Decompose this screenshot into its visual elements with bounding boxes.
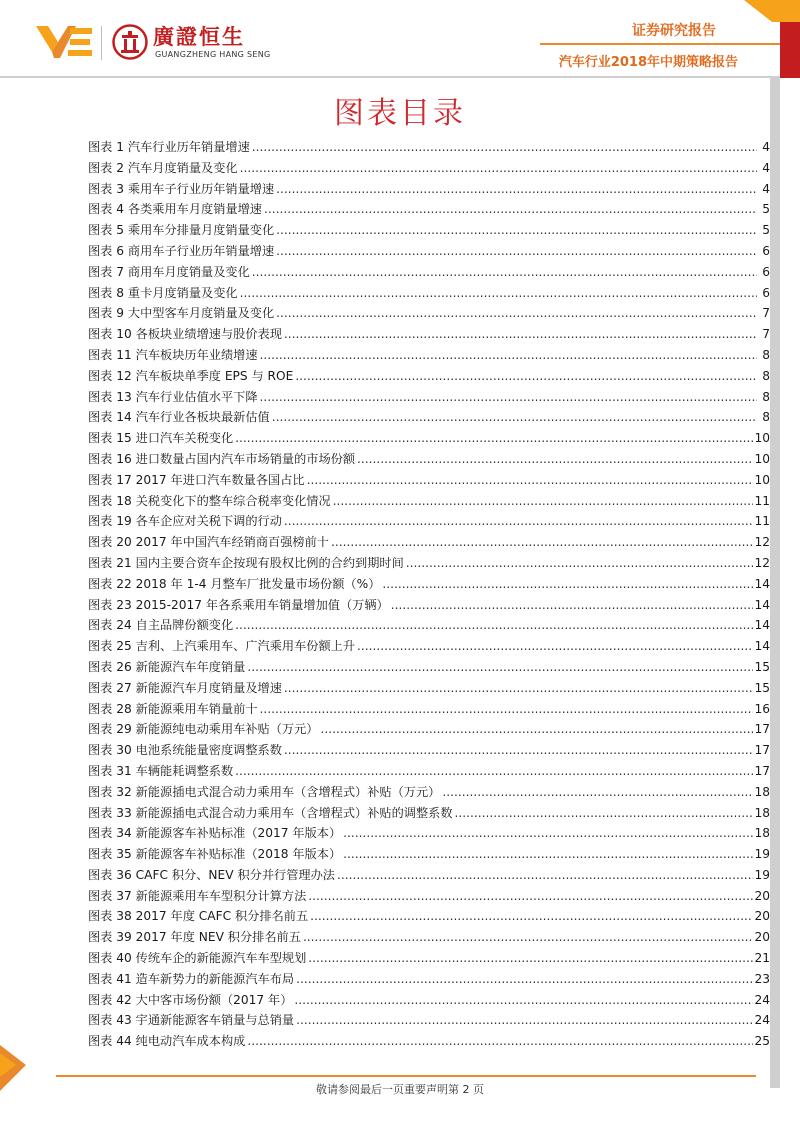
toc-leader-dots [296, 1010, 753, 1031]
toc-leader-dots [252, 137, 757, 158]
toc-leader-dots [337, 865, 754, 886]
footer-divider [56, 1075, 756, 1077]
toc-entry[interactable] [88, 324, 770, 345]
toc-entry-page: 16 [754, 701, 770, 716]
toc-entry-label: 图表 6 商用车子行业历年销量增速 [88, 243, 275, 258]
toc-entry[interactable] [88, 449, 770, 470]
toc-entry-label: 图表 42 大中客市场份额（2017 年） [88, 992, 293, 1007]
toc-leader-dots [235, 761, 753, 782]
toc-leader-dots [240, 158, 757, 179]
toc-entry-label: 图表 31 车辆能耗调整系数 [88, 763, 234, 778]
toc-entry-page: 20 [754, 888, 770, 903]
toc-leader-dots [276, 179, 757, 200]
toc-entry[interactable] [88, 387, 770, 408]
page-title: 图表目录 [334, 96, 466, 131]
toc-entry[interactable] [88, 303, 770, 324]
toc-entry-page: 18 [754, 784, 770, 799]
toc-entry-label: 图表 44 纯电动汽车成本构成 [88, 1034, 246, 1049]
toc-entry[interactable] [88, 574, 770, 595]
toc-entry-label: 图表 37 新能源乘用车车型积分计算方法 [88, 888, 307, 903]
toc-entry[interactable] [88, 366, 770, 387]
toc-entry[interactable] [88, 1010, 770, 1031]
toc-leader-dots [260, 345, 757, 366]
toc-leader-dots [295, 366, 757, 387]
toc-entry-page: 17 [754, 743, 770, 758]
toc-entry-label: 图表 40 传统车企的新能源汽车车型规划 [88, 951, 307, 966]
toc-entry-page: 17 [754, 722, 770, 737]
toc-entry-label: 图表 3 乘用车子行业历年销量增速 [88, 181, 275, 196]
toc-entry-label: 图表 15 进口汽车关税变化 [88, 431, 234, 446]
toc-entry-label: 图表 39 2017 年度 NEV 积分排名前五 [88, 930, 301, 945]
toc-entry[interactable] [88, 428, 770, 449]
side-gray-bar [770, 76, 780, 1088]
table-of-figures [88, 137, 770, 1052]
toc-entry-page: 7 [762, 306, 770, 321]
toc-leader-dots [240, 283, 757, 304]
toc-entry[interactable] [88, 615, 770, 636]
toc-entry-page: 19 [754, 847, 770, 862]
toc-leader-dots [310, 906, 753, 927]
toc-entry-label: 图表 30 电池系统能量密度调整系数 [88, 743, 282, 758]
brand-seal-icon [112, 24, 148, 60]
toc-leader-dots [276, 303, 757, 324]
toc-leader-dots [357, 449, 753, 470]
toc-entry[interactable] [88, 345, 770, 366]
toc-entry-page: 4 [762, 181, 770, 196]
toc-entry-label: 图表 36 CAFC 积分、NEV 积分并行管理办法 [88, 867, 335, 882]
toc-entry-page: 11 [754, 493, 770, 508]
toc-entry[interactable] [88, 740, 770, 761]
toc-entry-label: 图表 8 重卡月度销量及变化 [88, 285, 238, 300]
toc-entry[interactable] [88, 179, 770, 200]
toc-entry-page: 24 [754, 1013, 770, 1028]
toc-entry-label: 图表 13 汽车行业估值水平下降 [88, 389, 258, 404]
toc-entry[interactable] [88, 948, 770, 969]
toc-entry-page: 6 [762, 243, 770, 258]
toc-entry-label: 图表 22 2018 年 1-4 月整车厂批发量市场份额（%） [88, 576, 381, 591]
toc-entry[interactable] [88, 657, 770, 678]
brand-name: 廣證恒生 [153, 25, 245, 49]
toc-leader-dots [307, 470, 754, 491]
toc-entry-page: 8 [762, 347, 770, 362]
toc-entry[interactable] [88, 782, 770, 803]
toc-entry-label: 图表 25 吉利、上汽乘用车、广汽乘用车份额上升 [88, 639, 356, 654]
toc-leader-dots [296, 969, 753, 990]
toc-entry-page: 8 [762, 410, 770, 425]
toc-leader-dots [294, 990, 753, 1011]
ye-logo-icon [36, 22, 94, 62]
toc-entry-page: 12 [754, 555, 770, 570]
toc-entry-page: 11 [754, 514, 770, 529]
toc-entry-page: 5 [762, 202, 770, 217]
toc-entry-label: 图表 4 各类乘用车月度销量增速 [88, 202, 262, 217]
toc-entry-page: 14 [754, 597, 770, 612]
toc-entry[interactable] [88, 636, 770, 657]
toc-entry[interactable] [88, 927, 770, 948]
toc-entry[interactable] [88, 906, 770, 927]
toc-entry-label: 图表 17 2017 年进口汽车数量各国占比 [88, 472, 305, 487]
toc-entry-label: 图表 1 汽车行业历年销量增速 [88, 140, 250, 154]
toc-entry-label: 图表 27 新能源汽车月度销量及增速 [88, 680, 282, 695]
header-divider [540, 43, 780, 45]
toc-entry-page: 10 [754, 472, 770, 487]
toc-entry-page: 25 [754, 1034, 770, 1049]
toc-entry-page: 12 [754, 535, 770, 550]
toc-leader-dots [343, 823, 753, 844]
toc-entry-label: 图表 11 汽车板块历年业绩增速 [88, 347, 258, 362]
toc-leader-dots [284, 511, 754, 532]
toc-entry[interactable] [88, 470, 770, 491]
toc-entry-label: 图表 26 新能源汽车年度销量 [88, 659, 246, 674]
header-gray-bar [0, 76, 770, 78]
toc-entry-page: 7 [762, 327, 770, 342]
brand-name-en: GUANGZHENG HANG SENG [155, 50, 271, 59]
toc-entry[interactable] [88, 220, 770, 241]
toc-entry[interactable] [88, 886, 770, 907]
toc-entry-label: 图表 32 新能源插电式混合动力乘用车（含增程式）补贴（万元） [88, 784, 441, 799]
toc-entry[interactable] [88, 595, 770, 616]
toc-entry[interactable] [88, 262, 770, 283]
toc-entry-page: 4 [762, 160, 770, 175]
toc-entry-label: 图表 19 各车企应对关税下调的行动 [88, 514, 282, 529]
toc-entry-label: 图表 18 关税变化下的整车综合税率变化情况 [88, 493, 331, 508]
toc-entry-label: 图表 12 汽车板块单季度 EPS 与 ROE [88, 368, 294, 383]
toc-leader-dots [247, 1031, 753, 1052]
toc-leader-dots [284, 324, 757, 345]
toc-entry-label: 图表 23 2015-2017 年各系乘用车销量增加值（万辆） [88, 597, 389, 612]
toc-leader-dots [276, 241, 757, 262]
toc-entry[interactable] [88, 865, 770, 886]
toc-leader-dots [260, 699, 754, 720]
toc-entry-page: 19 [754, 867, 770, 882]
toc-entry-label: 图表 14 汽车行业各板块最新估值 [88, 410, 270, 425]
toc-entry[interactable] [88, 532, 770, 553]
toc-entry-label: 图表 10 各板块业绩增速与股价表现 [88, 327, 282, 342]
toc-entry-page: 23 [754, 971, 770, 986]
toc-entry-label: 图表 28 新能源乘用车销量前十 [88, 701, 258, 716]
toc-entry[interactable] [88, 241, 770, 262]
toc-entry-page: 21 [754, 951, 770, 966]
toc-entry[interactable] [88, 719, 770, 740]
toc-leader-dots [357, 636, 753, 657]
toc-entry-label: 图表 16 进口数量占国内汽车市场销量的市场份额 [88, 451, 356, 466]
toc-entry-page: 18 [754, 805, 770, 820]
toc-entry-label: 图表 9 大中型客车月度销量及变化 [88, 306, 275, 321]
toc-entry-page: 4 [762, 140, 770, 154]
toc-entry-page: 20 [754, 930, 770, 945]
toc-entry-label: 图表 21 国内主要合资车企按现有股权比例的合约到期时间 [88, 555, 404, 570]
toc-leader-dots [284, 678, 754, 699]
toc-leader-dots [331, 532, 754, 553]
toc-entry-label: 图表 38 2017 年度 CAFC 积分排名前五 [88, 909, 309, 924]
toc-entry[interactable] [88, 407, 770, 428]
toc-leader-dots [235, 428, 753, 449]
toc-leader-dots [442, 782, 753, 803]
toc-entry[interactable] [88, 678, 770, 699]
toc-entry-page: 24 [754, 992, 770, 1007]
toc-entry-page: 20 [754, 909, 770, 924]
toc-entry[interactable] [88, 803, 770, 824]
toc-leader-dots [247, 657, 753, 678]
toc-entry[interactable] [88, 823, 770, 844]
toc-entry-page: 15 [754, 680, 770, 695]
toc-entry-page: 17 [754, 763, 770, 778]
toc-entry-page: 5 [762, 223, 770, 238]
toc-leader-dots [320, 719, 753, 740]
toc-leader-dots [308, 886, 753, 907]
toc-entry-page: 8 [762, 389, 770, 404]
toc-entry-page: 8 [762, 368, 770, 383]
toc-leader-dots [406, 553, 754, 574]
report-title: 汽车行业2018年中期策略报告 [558, 55, 738, 70]
toc-entry-label: 图表 5 乘用车分排量月度销量变化 [88, 223, 275, 238]
toc-leader-dots [303, 927, 754, 948]
toc-entry-label: 图表 20 2017 年中国汽车经销商百强榜前十 [88, 535, 329, 550]
toc-leader-dots [284, 740, 754, 761]
toc-leader-dots [235, 615, 753, 636]
toc-leader-dots [276, 220, 757, 241]
toc-entry[interactable] [88, 1031, 770, 1052]
toc-entry-page: 18 [754, 826, 770, 841]
toc-entry[interactable] [88, 491, 770, 512]
toc-entry[interactable] [88, 761, 770, 782]
toc-leader-dots [382, 574, 753, 595]
toc-entry[interactable] [88, 969, 770, 990]
toc-entry[interactable] [88, 199, 770, 220]
toc-leader-dots [308, 948, 753, 969]
toc-entry-label: 图表 24 自主品牌份额变化 [88, 618, 234, 633]
toc-entry-label: 图表 7 商用车月度销量及变化 [88, 264, 250, 279]
logo-divider [101, 26, 102, 60]
toc-entry-label: 图表 33 新能源插电式混合动力乘用车（含增程式）补贴的调整系数 [88, 805, 453, 820]
toc-entry-page: 6 [762, 285, 770, 300]
toc-entry-page: 14 [754, 639, 770, 654]
toc-leader-dots [391, 595, 754, 616]
toc-entry-label: 图表 2 汽车月度销量及变化 [88, 160, 238, 175]
toc-entry-page: 15 [754, 659, 770, 674]
toc-leader-dots [343, 844, 753, 865]
toc-entry-page: 6 [762, 264, 770, 279]
toc-entry[interactable] [88, 158, 770, 179]
toc-entry[interactable] [88, 137, 770, 158]
toc-entry[interactable] [88, 699, 770, 720]
toc-entry[interactable] [88, 990, 770, 1011]
toc-entry-label: 图表 29 新能源纯电动乘用车补贴（万元） [88, 722, 319, 737]
toc-leader-dots [260, 387, 757, 408]
toc-entry-page: 10 [754, 431, 770, 446]
toc-leader-dots [333, 491, 754, 512]
toc-entry-label: 图表 41 造车新势力的新能源汽车布局 [88, 971, 295, 986]
toc-entry[interactable] [88, 283, 770, 304]
toc-entry-label: 图表 43 宇通新能源客车销量与总销量 [88, 1013, 295, 1028]
toc-entry-page: 14 [754, 618, 770, 633]
report-type: 证券研究报告 [632, 23, 716, 39]
toc-entry-page: 14 [754, 576, 770, 591]
toc-leader-dots [264, 199, 757, 220]
toc-entry[interactable] [88, 511, 770, 532]
toc-entry-label: 图表 35 新能源客车补贴标准（2018 年版本） [88, 847, 342, 862]
toc-entry-page: 10 [754, 451, 770, 466]
toc-entry[interactable] [88, 844, 770, 865]
toc-leader-dots [455, 803, 754, 824]
footer-notice: 敬请参阅最后一页重要声明第 2 页 [316, 1083, 484, 1096]
toc-entry[interactable] [88, 553, 770, 574]
toc-entry-label: 图表 34 新能源客车补贴标准（2017 年版本） [88, 826, 342, 841]
toc-leader-dots [252, 262, 757, 283]
toc-leader-dots [272, 407, 757, 428]
